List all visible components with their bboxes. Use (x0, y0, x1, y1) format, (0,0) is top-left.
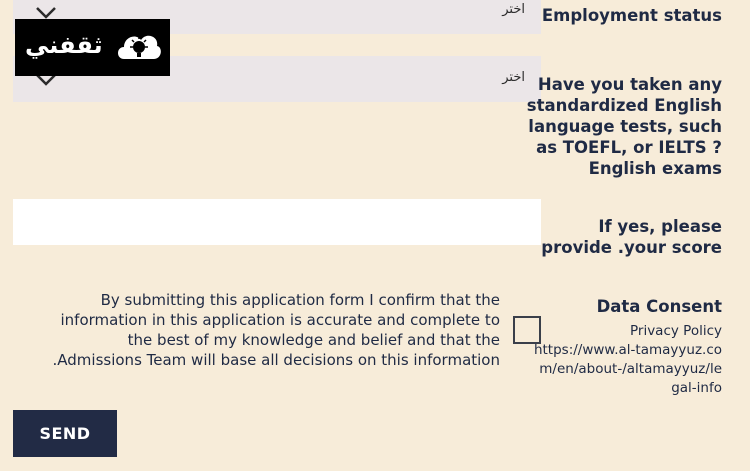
consent-statement: By submitting this application form I confirm that the information in this application is accurate and complete to the best of my knowledge and belief and that the .Admissions Team will base all decisions on this information (52, 291, 500, 369)
employment-status-placeholder: اختر (502, 2, 525, 17)
employment-status-label: Employment status (541, 6, 722, 25)
logo-text: ثقفني (25, 31, 103, 59)
english-tests-label: Have you taken any standardized English language tests, such as TOEFL, or IELTS ?English exams (526, 75, 722, 178)
site-logo (15, 19, 170, 76)
data-consent-label: Data Consent (596, 297, 722, 316)
privacy-policy-link[interactable]: https://www.al-tamayyuz.com/en/about-/altamayyuz/legal-info (533, 342, 722, 396)
send-button[interactable]: SEND (13, 410, 117, 457)
privacy-policy-title: Privacy Policy (629, 323, 722, 339)
score-label: If yes, please provide .your score (541, 217, 722, 257)
english-tests-placeholder: اختر (502, 70, 525, 85)
score-input[interactable] (13, 199, 541, 245)
privacy-policy-block (532, 322, 722, 398)
chevron-down-icon (35, 6, 57, 20)
cloud-lightbulb-icon (114, 25, 162, 69)
